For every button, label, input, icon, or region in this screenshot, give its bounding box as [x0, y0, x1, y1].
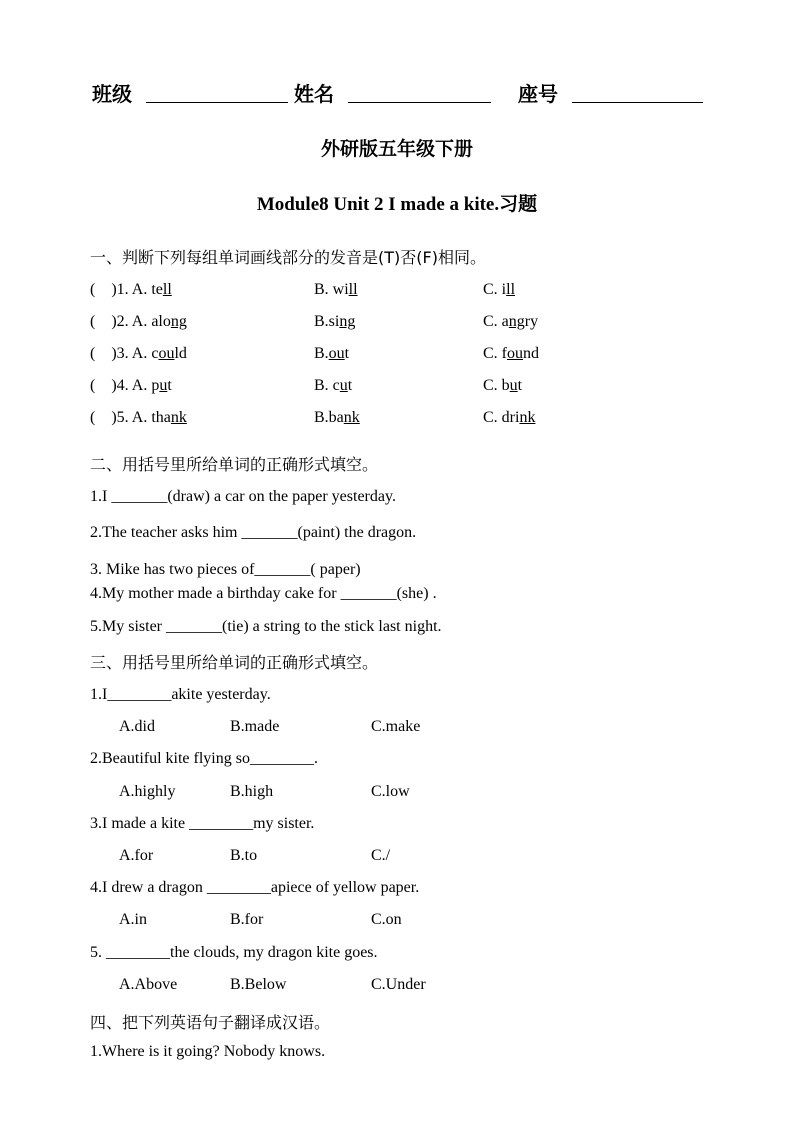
underlined-letters: ou	[507, 345, 523, 362]
section1-item-b	[314, 377, 352, 395]
section4-item: 1.Where is it going? Nobody knows.	[90, 1043, 326, 1060]
section2-heading: 二、用括号里所给单词的正确形式填空。	[90, 455, 379, 474]
section3-option-a[interactable]: A.for	[119, 847, 154, 864]
seat-label: 座号	[518, 84, 558, 106]
section3-option-b[interactable]: B.made	[230, 718, 280, 735]
page-subtitle: Module8 Unit 2 I made a kite.习题	[256, 194, 538, 215]
option-label: C.	[483, 281, 502, 298]
underlined-letters: nk	[343, 409, 360, 426]
underlined-letters: ll	[162, 281, 172, 298]
class-label: 班级	[92, 84, 132, 106]
section1-item-b	[314, 313, 355, 331]
section3-question: 2.Beautiful kite flying so________.	[90, 750, 318, 767]
section3-option-c[interactable]: C.Under	[371, 976, 426, 993]
seat-blank[interactable]	[572, 86, 703, 103]
word-part: c	[332, 377, 340, 394]
word-part: t	[344, 345, 350, 362]
option-label: B.	[314, 281, 333, 298]
underlined-letters: nk	[170, 409, 187, 426]
section2-item: 5.My sister _______(tie) a string to the stick last night.	[90, 618, 442, 635]
item-number[interactable]: ( )4. A.	[90, 377, 152, 394]
underlined-letters: ng	[339, 313, 356, 330]
option-label: C.	[483, 377, 502, 394]
section1-item-c	[483, 345, 539, 363]
section1-item-b	[314, 345, 349, 363]
page-title: 外研版五年级下册	[320, 139, 473, 160]
item-number[interactable]: ( )1. A.	[90, 281, 152, 298]
section2-item: 2.The teacher asks him _______(paint) the dragon.	[90, 524, 417, 541]
section1-item-c	[483, 313, 538, 331]
section3-option-a[interactable]: A.Above	[119, 976, 178, 993]
word-part: ry	[524, 313, 539, 330]
option-label: C.	[483, 345, 502, 362]
section1-item-a	[90, 313, 187, 331]
underlined-letters: nk	[519, 409, 536, 426]
section1-item-b	[314, 409, 360, 427]
section3-option-a[interactable]: A.highly	[119, 783, 176, 800]
section3-option-a[interactable]: A.in	[119, 911, 147, 928]
underlined-letters: u	[509, 377, 518, 394]
class-blank[interactable]	[146, 86, 288, 103]
section3-option-c[interactable]: C.low	[371, 783, 410, 800]
section3-question: 1.I________akite yesterday.	[90, 686, 271, 703]
header-seat	[518, 78, 558, 107]
section3-question: 5. ________the clouds, my dragon kite goes.	[90, 944, 378, 961]
option-label: B.	[314, 409, 329, 426]
underlined-letters: ll	[506, 281, 516, 298]
section1-item-a	[90, 409, 187, 427]
section1-item-b	[314, 281, 358, 299]
option-label: B.	[314, 345, 329, 362]
section1-item-a	[90, 377, 172, 395]
word-part: t	[517, 377, 523, 394]
section4-heading: 四、把下列英语句子翻译成汉语。	[90, 1013, 331, 1032]
section1-item-a	[90, 345, 187, 363]
word-part: si	[328, 313, 340, 330]
word-part: a	[501, 313, 509, 330]
word-part: ba	[328, 409, 344, 426]
item-number[interactable]: ( )5. A.	[90, 409, 152, 426]
underlined-letters: ng	[508, 313, 525, 330]
header-class	[92, 78, 132, 107]
item-number[interactable]: ( )2. A.	[90, 313, 152, 330]
word-part: b	[501, 377, 510, 394]
section1-heading: 一、判断下列每组单词画线部分的发音是(T)否(F)相同。	[90, 248, 486, 267]
word-part: nd	[523, 345, 539, 362]
word-part: wi	[332, 281, 349, 298]
underlined-letters: ou	[158, 345, 175, 362]
section3-question: 3.I made a kite ________my sister.	[90, 815, 315, 832]
section1-item-a	[90, 281, 172, 299]
section3-option-b[interactable]: B.high	[230, 783, 274, 800]
word-part: te	[151, 281, 163, 298]
section1-item-c	[483, 377, 522, 395]
word-part: i	[501, 281, 507, 298]
section3-option-a[interactable]: A.did	[119, 718, 155, 735]
option-label: B.	[314, 313, 329, 330]
item-number[interactable]: ( )3. A.	[90, 345, 152, 362]
word-part: tha	[151, 409, 171, 426]
section1-item-c	[483, 409, 535, 427]
option-label: C.	[483, 409, 502, 426]
word-part: t	[347, 377, 353, 394]
word-part: ld	[174, 345, 187, 362]
section2-item: 1.I _______(draw) a car on the paper yesterday.	[90, 488, 396, 505]
name-blank[interactable]	[348, 86, 491, 103]
option-label: B.	[314, 377, 333, 394]
underlined-letters: ng	[170, 313, 187, 330]
option-label: C.	[483, 313, 502, 330]
section2-item: 4.My mother made a birthday cake for _______(she) .	[90, 585, 437, 602]
section3-option-b[interactable]: B.to	[230, 847, 258, 864]
underlined-letters: u	[159, 377, 168, 394]
word-part: alo	[151, 313, 171, 330]
header-name	[294, 78, 334, 107]
name-label: 姓名	[294, 84, 334, 106]
section3-question: 4.I drew a dragon ________apiece of yellow paper.	[90, 879, 420, 896]
underlined-letters: ll	[348, 281, 358, 298]
word-part: f	[501, 345, 507, 362]
word-part: c	[151, 345, 159, 362]
section3-heading: 三、用括号里所给单词的正确形式填空。	[90, 653, 379, 672]
section3-option-b[interactable]: B.Below	[230, 976, 287, 993]
section3-option-b[interactable]: B.for	[230, 911, 264, 928]
section3-option-c[interactable]: C.make	[371, 718, 421, 735]
underlined-letters: ou	[328, 345, 345, 362]
section2-item: 3. Mike has two pieces of_______( paper)	[90, 561, 361, 578]
section1-item-c	[483, 281, 515, 299]
word-part: dri	[501, 409, 520, 426]
underlined-letters: u	[339, 377, 348, 394]
word-part: p	[151, 377, 160, 394]
section3-option-c[interactable]: C./	[371, 847, 391, 864]
section3-option-c[interactable]: C.on	[371, 911, 402, 928]
word-part: t	[167, 377, 172, 394]
